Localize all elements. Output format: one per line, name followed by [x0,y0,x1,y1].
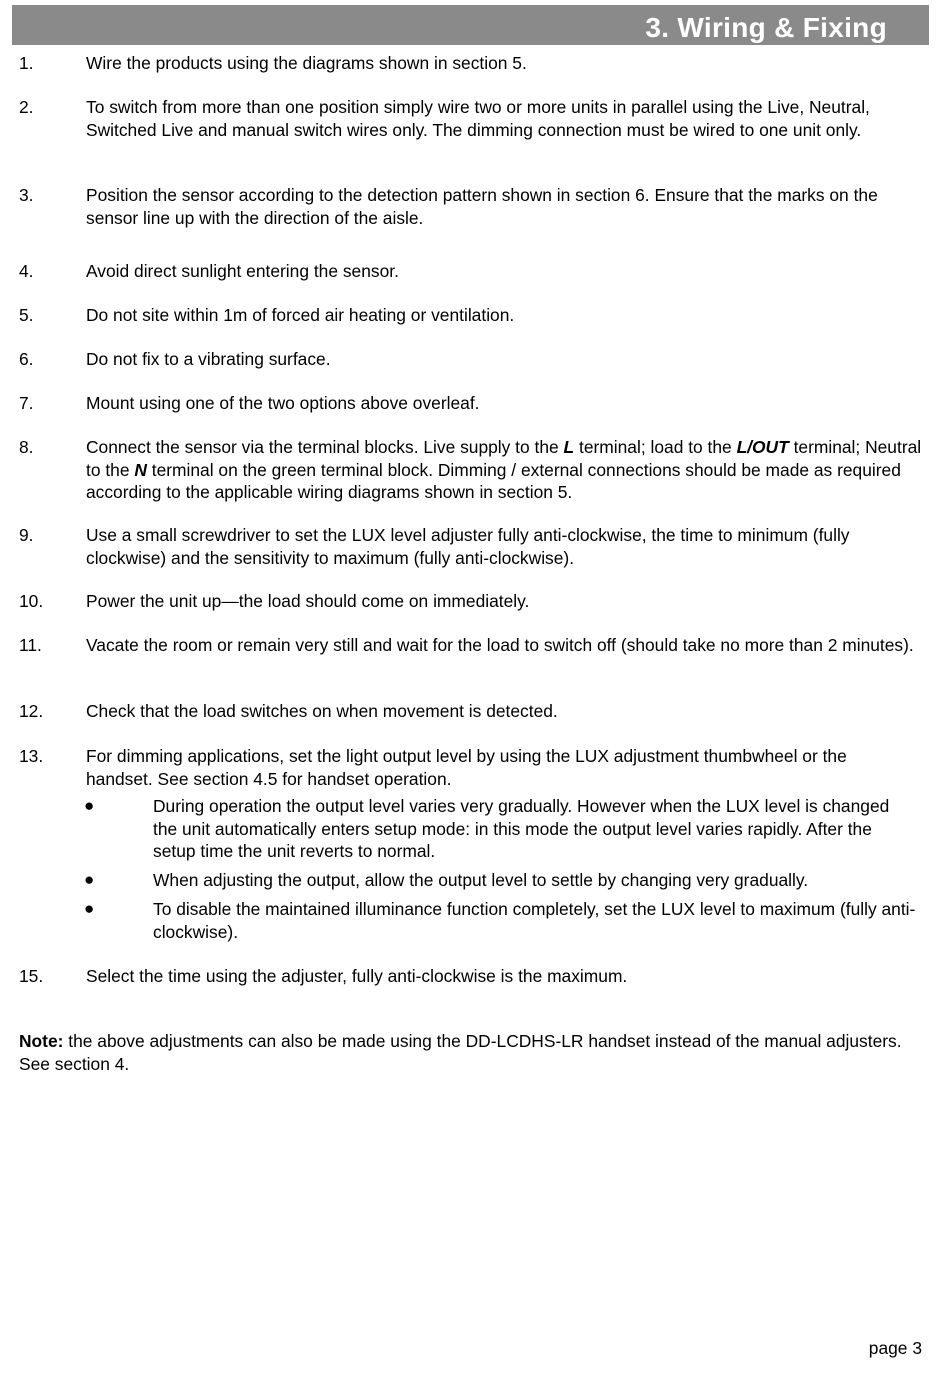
item-text-part: terminal; Neutral to the [86,437,922,480]
item-text: For dimming applications, set the light output level by using the LUX adjustment thumbwheel or the handset. See section 4.5 for handset operation. [86,746,847,789]
item-text: Mount using one of the two options above overleaf. [86,393,480,413]
item-number: 9. [19,525,34,545]
item-number: 13. [19,746,44,766]
item-text: Select the time using the adjuster, fully anti-clockwise is the maximum. [86,966,628,986]
item-text: Do not site within 1m of forced air heating or ventilation. [86,305,515,325]
item-number: 6. [19,349,34,369]
item-text: Power the unit up—the load should come on immediately. [86,591,530,611]
bullet-text: When adjusting the output, allow the output level to settle by changing very gradually. [153,870,809,890]
item-text [86,436,926,504]
bullet-text: During operation the output level varies very gradually. However when the LUX level is changed the unit automatically enters setup mode: in this mode the output level varies rapidly. After the setup time the unit reverts to normal. [153,796,890,861]
item-text: Check that the load switches on when movement is detected. [86,701,558,721]
bullet-text: To disable the maintained illuminance function completely, set the LUX level to maximum (fully anti-clockwise). [153,899,916,942]
item-text-part: Connect the sensor via the terminal blocks. Live supply to the [86,437,564,457]
item-text: Avoid direct sunlight entering the sensor. [86,261,399,281]
item-number: 7. [19,393,34,413]
item-number: 3. [19,185,34,205]
bullet-icon: ● [84,870,95,889]
page-number: page 3 [868,1338,922,1358]
bullet-icon: ● [84,796,95,815]
note-text: the above adjustments can also be made using the DD-LCDHS-LR handset instead of the manual adjusters. See section 4. [19,1031,902,1074]
item-number: 8. [19,437,34,457]
item-text: Wire the products using the diagrams shown in section 5. [86,53,527,73]
terminal-label-n: N [134,459,147,480]
item-number: 2. [19,97,34,117]
item-number: 10. [19,591,44,611]
section-header-bar [12,5,929,45]
terminal-label-lout: L/OUT [736,437,789,457]
item-text: Do not fix to a vibrating surface. [86,349,331,369]
terminal-label-l: L [563,437,575,457]
item-text-part: terminal; load to the [574,437,737,457]
item-text: To switch from more than one position simply wire two or more units in parallel using the Live, Neutral, Switched Live and manual switch wires only. The dimming connection must be wired to one unit only. [86,97,870,140]
note-label: Note: [19,1031,64,1051]
section-title: 3. Wiring & Fixing [645,12,887,43]
item-number: 15. [19,966,44,986]
bullet-icon: ● [84,899,95,918]
item-text: Position the sensor according to the detection pattern shown in section 6. Ensure that the marks on the sensor line up with the direction of the aisle. [86,185,878,228]
item-text: Use a small screwdriver to set the LUX level adjuster fully anti-clockwise, the time to minimum (fully clockwise) and the sensitivity to maximum (fully anti-clockwise). [86,525,850,568]
note-paragraph [19,1030,924,1075]
item-number: 12. [19,701,44,721]
item-text-part: terminal on the green terminal block. Dimming / external connections should be made as required according to the applicable wiring diagrams shown in section 5. [86,459,901,502]
item-number: 4. [19,261,34,281]
item-number: 11. [19,635,42,655]
item-text: Vacate the room or remain very still and wait for the load to switch off (should take no more than 2 minutes). [86,635,914,655]
item-number: 5. [19,305,34,325]
item-number: 1. [19,53,34,73]
